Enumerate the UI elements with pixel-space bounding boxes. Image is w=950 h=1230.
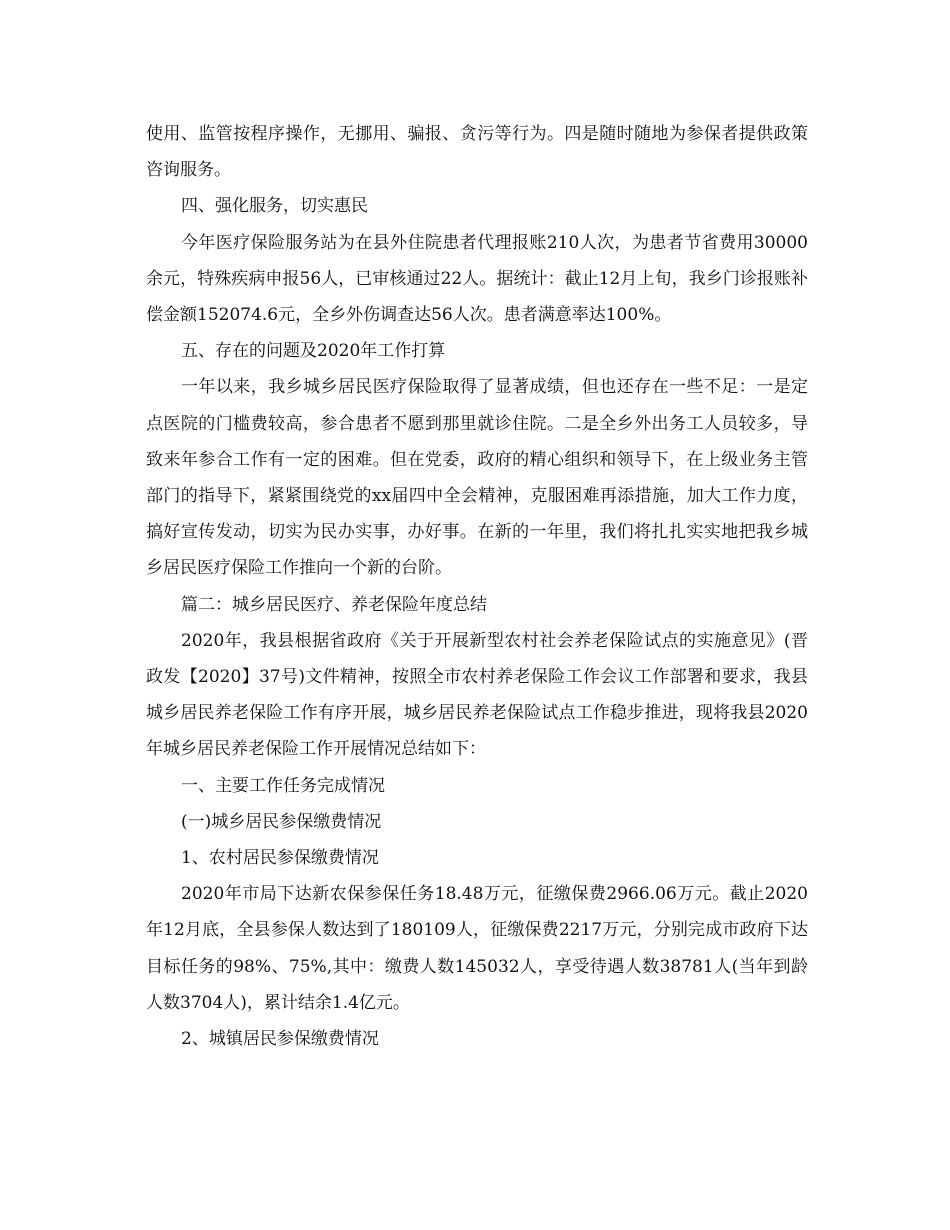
paragraph-0: 使用、监管按程序操作，无挪用、骗报、贪污等行为。四是随时随地为参保者提供政策咨询服务。 [146,124,808,181]
section-heading-5: 五、存在的问题及2020年工作打算 [181,341,446,362]
item-heading-2: 2、城镇居民参保缴费情况 [181,1029,379,1050]
section-heading-4: 四、强化服务，切实惠民 [181,196,368,217]
paragraph-4: 一年以来，我乡城乡居民医疗保险取得了显著成绩，但也还存在一些不足：一是定点医院的门槛费较高，参合患者不愿到那里就诊住院。二是全乡外出务工人员较多，导致来年参合工作有一定的困难。但在党委，政府的精心组织和领导下，在上级业务主管部门的指导下，紧紧围绕党的xx届四中全会精神，克服困难再添措施，加大工作力度，搞好宣传发动，切实为民办实事，办好事。在新的一年里，我们将扎扎实实地把我乡城乡居民医疗保险工作推向一个新的台阶。 [146,377,808,579]
chapter-heading-2: 篇二：城乡居民医疗、养老保险年度总结 [181,594,487,615]
document-page [146,116,808,1057]
paragraph-2: 今年医疗保险服务站为在县外住院患者代理报账210人次，为患者节省费用30000余元，特殊疾病申报56人，已审核通过22人。据统计：截止12月上旬，我乡门诊报账补偿金额152074.6元，全乡外伤调查达56人次。患者满意率达100%。 [146,232,808,326]
section-heading-1: 一、主要工作任务完成情况 [181,775,385,796]
item-heading-1: 1、农村居民参保缴费情况 [181,848,379,869]
subsection-heading-1: (一)城乡居民参保缴费情况 [181,811,382,832]
paragraph-6: 2020年，我县根据省政府《关于开展新型农村社会养老保险试点的实施意见》(晋政发【2020】37号)文件精神，按照全市农村养老保险工作会议工作部署和要求，我县城乡居民养老保险工作有序开展，城乡居民养老保险试点工作稳步推进，现将我县2020年城乡居民养老保险工作开展情况总结如下： [146,630,808,760]
paragraph-10: 2020年市局下达新农保参保任务18.48万元，征缴保费2966.06万元。截止2020年12月底，全县参保人数达到了180109人，征缴保费2217万元，分别完成市政府下达目标任务的98%、75%,其中：缴费人数145032人，享受待遇人数38781人(当年到龄人数3704人)，累计结余1.4亿元。 [146,884,808,1013]
